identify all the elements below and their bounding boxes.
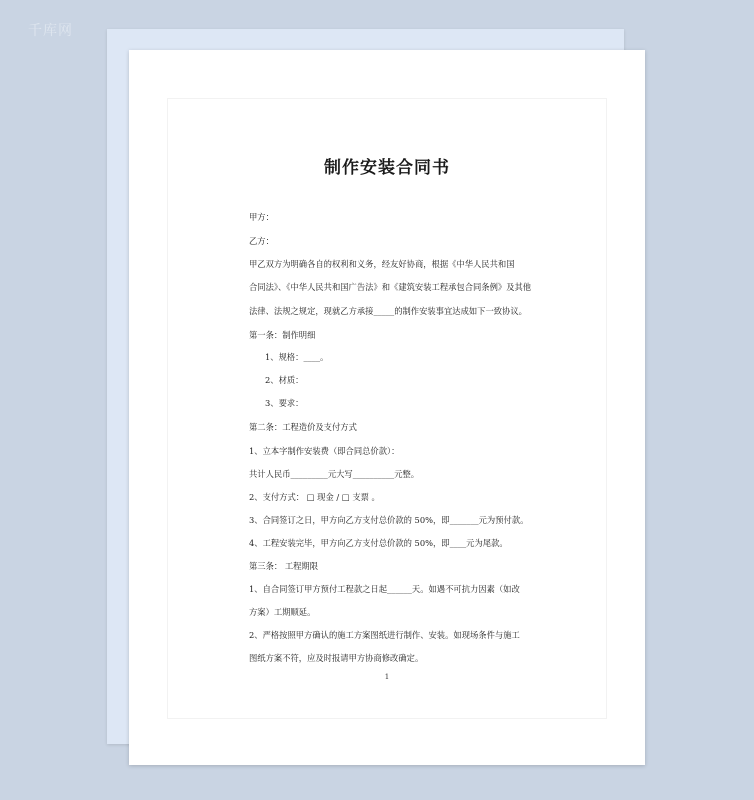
document-title: 制作安装合同书 (324, 158, 450, 178)
intro-paragraph-line-3: 法律、法规之规定，现就乙方承接_____的制作安装事宜达成如下一致协议。 (249, 306, 527, 316)
party-b-line: 乙方： (249, 236, 274, 246)
requirement-item: 3、要求： (265, 398, 304, 408)
intro-paragraph-line-1: 甲乙双方为明确各自的权利和义务，经友好协商，根据《中华人民共和国 (249, 259, 515, 269)
page-border-frame (167, 98, 607, 719)
article-3-heading: 第三条： 工程期限 (249, 561, 319, 571)
page-number: 1 (384, 673, 390, 681)
watermark-text: 千库网 (28, 23, 73, 39)
payment-method-line: 2、支付方式： □ 现金 / □ 支票 。 (249, 492, 380, 502)
material-item: 2、材质： (265, 375, 304, 385)
construction-line-2: 图纸方案不符，应及时报请甲方协商修改确定。 (249, 653, 424, 663)
schedule-line-2: 方案）工期顺延。 (249, 607, 316, 617)
total-price-item: 1、立本字制作安装费（即合同总价款）： (249, 446, 400, 456)
intro-paragraph-line-2: 合同法》、《中华人民共和国广告法》和《建筑安装工程承包合同条例》及其他 (249, 282, 532, 292)
prepayment-line: 3、合同签订之日，甲方向乙方支付总价款的 50%，即_______元为预付款。 (249, 515, 529, 525)
article-1-heading: 第一条：制作明细 (249, 330, 316, 340)
document-page (129, 50, 645, 765)
article-2-heading: 第二条：工程造价及支付方式 (249, 422, 357, 432)
spec-item: 1、规格：____。 (265, 352, 329, 362)
construction-line-1: 2、严格按照甲方确认的施工方案图纸进行制作、安装。如现场条件与施工 (249, 630, 520, 640)
party-a-line: 甲方： (249, 212, 274, 222)
total-amount-line: 共计人民币_________元大写__________元整。 (249, 469, 420, 479)
schedule-line-1: 1、自合同签订甲方预付工程款之日起______天。如遇不可抗力因素（如改 (249, 584, 520, 594)
final-payment-line: 4、工程安装完毕，甲方向乙方支付总价款的 50%，即____元为尾款。 (249, 538, 508, 548)
